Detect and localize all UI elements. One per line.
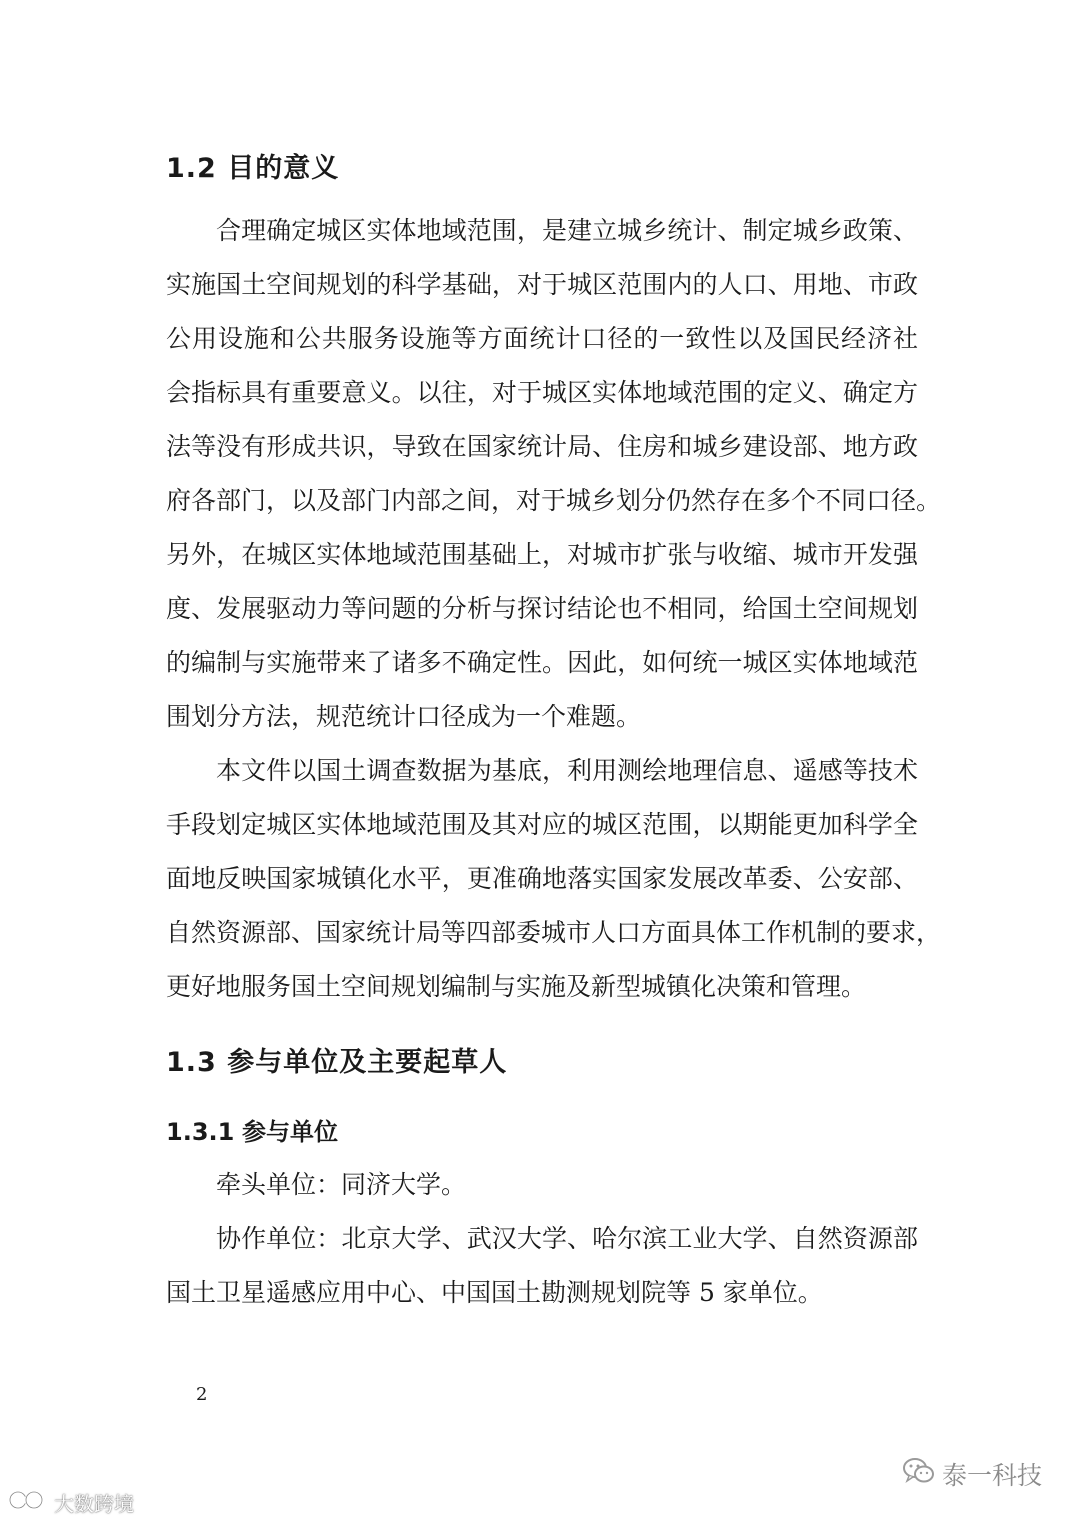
paragraph-line: 府各部门，以及部门内部之间，对于城乡划分仍然存在多个不同口径。 [166,486,942,515]
paragraph-line: 更好地服务国土空间规划编制与实施及新型城镇化决策和管理。 [166,972,867,1001]
logo-icon [8,1488,48,1517]
watermark-left [8,1488,134,1517]
watermark-left-text: 大数跨境 [54,1492,134,1516]
section-heading-1-2: 1.2 目的意义 [166,153,340,184]
collab-unit-line: 国土卫星遥感应用中心、中国国土勘测规划院等 5 家单位。 [166,1278,823,1307]
lead-unit-line: 牵头单位：同济大学。 [216,1170,467,1199]
paragraph-line: 另外，在城区实体地域范围基础上，对城市扩张与收缩、城市开发强 [166,540,918,569]
paragraph-line: 自然资源部、国家统计局等四部委城市人口方面具体工作机制的要求， [166,918,942,947]
paragraph-line: 面地反映国家城镇化水平，更准确地落实国家发展改革委、公安部、 [166,864,918,893]
paragraph-line: 法等没有形成共识，导致在国家统计局、住房和城乡建设部、地方政 [166,432,918,461]
paragraph-line: 合理确定城区实体地域范围，是建立城乡统计、制定城乡政策、 [216,216,918,245]
paragraph-line: 度、发展驱动力等问题的分析与探讨结论也不相同，给国土空间规划 [166,594,918,623]
subsection-title: 参与单位 [242,1118,338,1146]
section-heading-1-3: 1.3 参与单位及主要起草人 [166,1047,508,1078]
paragraph-line: 围划分方法，规范统计口径成为一个难题。 [166,702,642,731]
paragraph-line: 的编制与实施带来了诸多不确定性。因此，如何统一城区实体地域范 [166,648,918,677]
watermark-right [902,1456,1042,1492]
collab-unit-line: 协作单位：北京大学、武汉大学、哈尔滨工业大学、自然资源部 [216,1224,918,1253]
paragraph-line: 公用设施和公共服务设施等方面统计口径的一致性以及国民经济社 [166,324,918,353]
paragraph-line: 本文件以国土调查数据为基底，利用测绘地理信息、遥感等技术 [216,756,918,785]
page-number: 2 [196,1384,208,1405]
subsection-heading-1-3-1 [166,1112,338,1147]
subsection-number: 1.3.1 [166,1118,235,1146]
wechat-icon [902,1456,936,1492]
paragraph-line: 实施国土空间规划的科学基础，对于城区范围内的人口、用地、市政 [166,270,918,299]
paragraph-line: 手段划定城区实体地域范围及其对应的城区范围，以期能更加科学全 [166,810,918,839]
paragraph-line: 会指标具有重要意义。以往，对于城区实体地域范围的定义、确定方 [166,378,918,407]
watermark-right-text: 泰一科技 [942,1461,1043,1490]
